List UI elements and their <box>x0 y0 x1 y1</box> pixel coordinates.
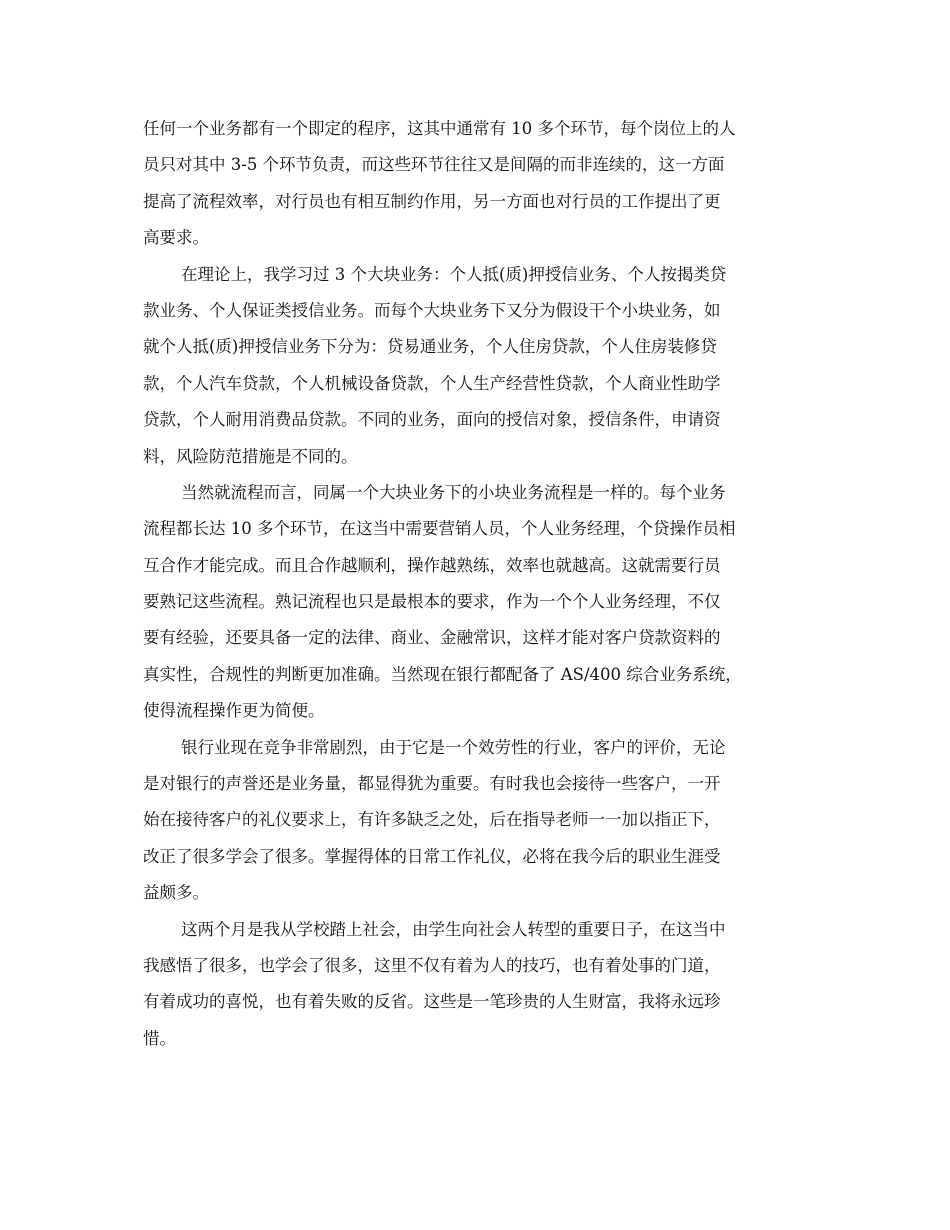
paragraph <box>143 730 807 912</box>
text-line: 要熟记这些流程。熟记流程也只是最根本的要求，作为一个个人业务经理，不仅 <box>143 592 721 612</box>
text-line: 改正了很多学会了很多。掌握得体的日常工作礼仪，必将在我今后的职业生涯受 <box>143 846 721 866</box>
text-line: 高要求。 <box>143 228 209 248</box>
text-line: 就个人抵(质)押授信业务下分为：贷易通业务，个人住房贷款，个人住房装修贷 <box>143 337 717 357</box>
text-line: 款业务、个人保证类授信业务。而每个大块业务下又分为假设干个小块业务，如 <box>143 300 721 320</box>
paragraph <box>143 257 807 475</box>
paragraph <box>143 111 807 257</box>
text-line: 互合作才能完成。而且合作越顺利，操作越熟练，效率也就越高。这就需要行员 <box>143 555 721 575</box>
paragraph <box>143 912 807 1058</box>
text-line: 这两个月是我从学校踏上社会，由学生向社会人转型的重要日子，在这当中 <box>181 919 726 939</box>
text-line: 提高了流程效率，对行员也有相互制约作用，另一方面也对行员的工作提出了更 <box>143 191 721 211</box>
text-line: 料，风险防范措施是不同的。 <box>143 446 358 466</box>
text-line: 要有经验，还要具备一定的法律、商业、金融常识，这样才能对客户贷款资料的 <box>143 628 721 648</box>
text-line: 益颇多。 <box>143 883 209 903</box>
text-line: 当然就流程而言，同属一个大块业务下的小块业务流程是一样的。每个业务 <box>181 482 726 502</box>
document-body <box>143 111 807 1057</box>
text-line: 惜。 <box>143 1028 176 1048</box>
text-line: 流程都长达 10 多个环节，在这当中需要营销人员，个人业务经理，个贷操作员相 <box>143 519 736 539</box>
text-line: 始在接待客户的礼仪要求上，有许多缺乏之处，后在指导老师一一加以指正下， <box>143 810 721 830</box>
text-line: 真实性，合规性的判断更加准确。当然现在银行都配备了 AS/400 综合业务系统， <box>143 664 742 684</box>
text-line: 任何一个业务都有一个即定的程序，这其中通常有 10 多个环节，每个岗位上的人 <box>143 119 736 138</box>
text-line: 银行业现在竞争非常剧烈，由于它是一个效劳性的行业，客户的评价，无论 <box>181 737 726 757</box>
text-line: 使得流程操作更为简便。 <box>143 701 325 721</box>
text-line: 我感悟了很多，也学会了很多，这里不仅有着为人的技巧，也有着处事的门道， <box>143 955 721 975</box>
text-line: 是对银行的声誉还是业务量，都显得犹为重要。有时我也会接待一些客户，一开 <box>143 774 721 794</box>
text-line: 员只对其中 3-5 个环节负责，而这些环节往往又是间隔的而非连续的，这一方面 <box>143 155 725 175</box>
text-line: 贷款，个人耐用消费品贷款。不同的业务，面向的授信对象，授信条件，申请资 <box>143 410 721 430</box>
paragraph <box>143 475 807 730</box>
text-line: 款，个人汽车贷款，个人机械设备贷款，个人生产经营性贷款，个人商业性助学 <box>143 373 721 393</box>
text-line: 有着成功的喜悦，也有着失败的反省。这些是一笔珍贵的人生财富，我将永远珍 <box>143 992 721 1012</box>
text-line: 在理论上，我学习过 3 个大块业务：个人抵(质)押授信业务、个人按揭类贷 <box>181 264 727 284</box>
